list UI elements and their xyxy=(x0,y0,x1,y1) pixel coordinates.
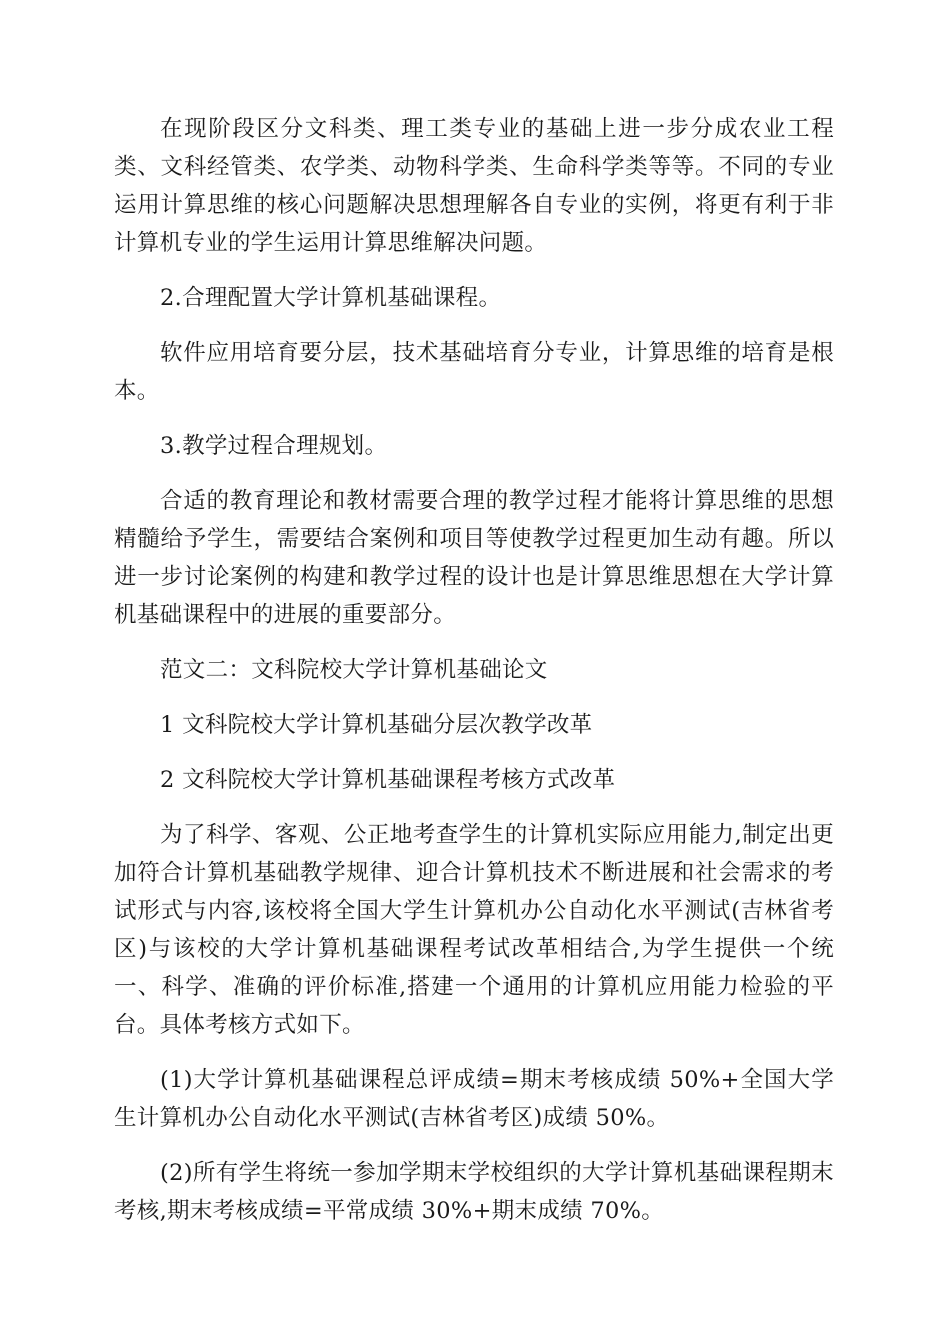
heading-layered-teaching-reform: 1 文科院校大学计算机基础分层次教学改革 xyxy=(160,712,593,738)
heading-teaching-process: 3.教学过程合理规划。 xyxy=(160,433,388,459)
heading-course-configuration: 2.合理配置大学计算机基础课程。 xyxy=(160,285,502,311)
paragraph-grading-rule-one: (1)大学计算机基础课程总评成绩=期末考核成绩 50%+全国大学生计算机办公自动化水平测试(吉林省考区)成绩 50%。 xyxy=(114,1067,834,1131)
paragraph-grading-rule-two: (2)所有学生将统一参加学期末学校组织的大学计算机基础课程期末考核,期末考核成绩=平常成绩 30%+期末成绩 70%。 xyxy=(114,1160,834,1224)
paragraph-major-classification: 在现阶段区分文科类、理工类专业的基础上进一步分成农业工程类、文科经管类、农学类、动物科学类、生命科学类等等。不同的专业运用计算思维的核心问题解决思想理解各自专业的实例，将更有利于非计算机专业的学生运用计算思维解决问题。 xyxy=(114,116,834,256)
paragraph-teaching-process: 合适的教育理论和教材需要合理的教学过程才能将计算思维的思想精髓给予学生，需要结合案例和项目等使教学过程更加生动有趣。所以进一步讨论案例的构建和教学过程的设计也是计算思维思想在大学计算机基础课程中的进展的重要部分。 xyxy=(114,488,834,628)
heading-sample-two: 范文二：文科院校大学计算机基础论文 xyxy=(160,657,548,683)
document-page xyxy=(114,110,834,1247)
paragraph-assessment-reform: 为了科学、客观、公正地考查学生的计算机实际应用能力,制定出更加符合计算机基础教学规律、迎合计算机技术不断进展和社会需求的考试形式与内容,该校将全国大学生计算机办公自动化水平测试(吉林省考区)与该校的大学计算机基础课程考试改革相结合,为学生提供一个统一、科学、准确的评价标准,搭建一个通用的计算机应用能力检验的平台。具体考核方式如下。 xyxy=(114,822,834,1038)
heading-assessment-reform: 2 文科院校大学计算机基础课程考核方式改革 xyxy=(160,767,616,793)
paragraph-course-configuration: 软件应用培育要分层，技术基础培育分专业，计算思维的培育是根本。 xyxy=(114,340,834,404)
